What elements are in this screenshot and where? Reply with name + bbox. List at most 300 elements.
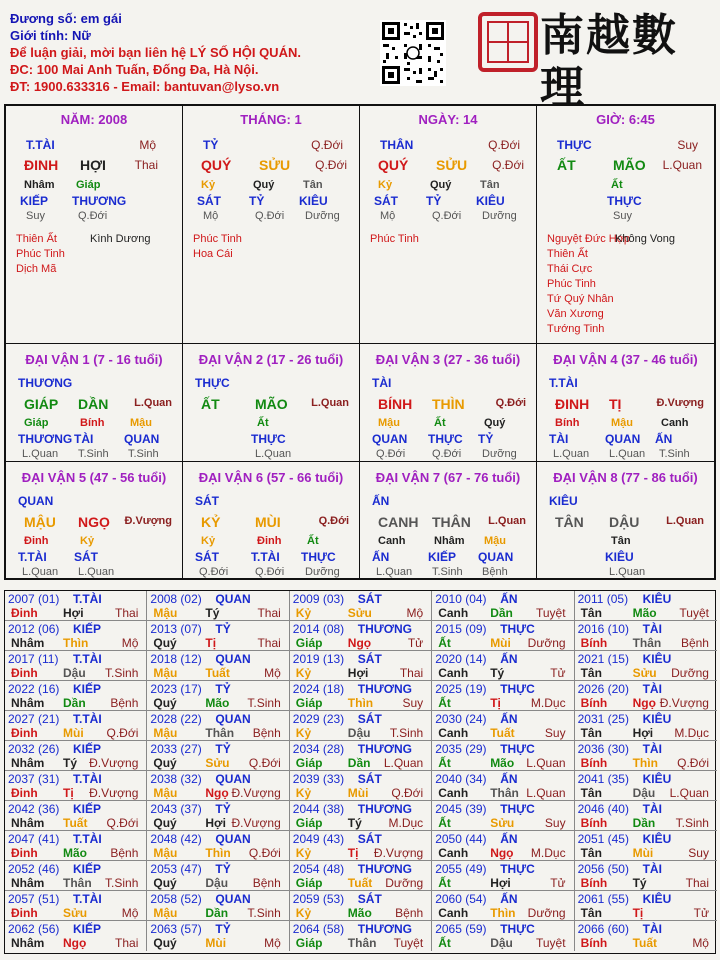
year-state: Bệnh bbox=[110, 846, 139, 860]
year-cell[interactable] bbox=[5, 741, 147, 771]
year-cell[interactable] bbox=[147, 921, 289, 951]
dai-van-title: ĐẠI VẬN 2 (17 - 26 tuổi) bbox=[198, 352, 344, 367]
year-can: Kỷ bbox=[295, 666, 312, 680]
year-chi: Thân bbox=[205, 726, 235, 740]
year-label: 2023 (17) bbox=[150, 682, 202, 696]
year-cell[interactable] bbox=[5, 891, 147, 921]
year-god: ẤN bbox=[500, 772, 518, 786]
dai-van-can: ĐINH bbox=[555, 396, 590, 412]
hidden-god: KIẾP bbox=[428, 550, 457, 564]
hidden-state: Q.Đới bbox=[78, 210, 108, 222]
hidden-state: L.Quan bbox=[22, 448, 59, 460]
year-can: Canh bbox=[438, 606, 469, 620]
year-chi: Tý bbox=[347, 816, 362, 830]
year-cell[interactable] bbox=[290, 831, 432, 861]
year-state: Suy bbox=[688, 846, 709, 860]
pillar-title: NGÀY: 14 bbox=[418, 112, 478, 127]
year-state: Suy bbox=[402, 696, 424, 710]
year-can: Đinh bbox=[11, 786, 38, 800]
year-chi: Ngọ bbox=[490, 846, 514, 860]
year-cell[interactable] bbox=[432, 891, 574, 921]
year-state: Mộ bbox=[406, 606, 424, 620]
pillar-can: QUÝ bbox=[378, 157, 409, 173]
year-can: Ất bbox=[438, 696, 451, 710]
year-can: Nhâm bbox=[11, 756, 45, 770]
hidden-god: KIÊU bbox=[605, 550, 634, 564]
year-cell[interactable] bbox=[432, 831, 574, 861]
hidden-state: Q.Đới bbox=[432, 448, 462, 460]
dai-van-state: Q.Đới bbox=[495, 397, 526, 409]
year-cell[interactable] bbox=[290, 591, 432, 621]
year-cell[interactable] bbox=[432, 861, 574, 891]
hidden-god: SÁT bbox=[74, 550, 98, 564]
year-can: Quý bbox=[153, 816, 177, 830]
hidden-god: TỶ bbox=[478, 432, 494, 446]
star-item: Nguyệt Đức Hợp bbox=[547, 233, 631, 245]
hidden-state: Bệnh bbox=[482, 566, 508, 578]
hidden-god: KIẾP bbox=[20, 194, 49, 208]
year-cell[interactable] bbox=[290, 621, 432, 651]
qr-code-icon[interactable] bbox=[380, 20, 446, 86]
hidden-stem: Ất bbox=[434, 417, 446, 429]
year-god: QUAN bbox=[215, 772, 251, 786]
year-cell[interactable] bbox=[290, 801, 432, 831]
year-cell[interactable] bbox=[147, 771, 289, 801]
year-cell[interactable] bbox=[575, 891, 717, 921]
year-chi: Tý bbox=[205, 606, 220, 620]
year-chi: Thìn bbox=[490, 906, 516, 920]
dai-van-title: ĐẠI VẬN 1 (7 - 16 tuổi) bbox=[25, 352, 163, 367]
hidden-stem: Ất bbox=[307, 535, 319, 547]
year-cell[interactable] bbox=[5, 921, 147, 951]
hidden-state: T.Sinh bbox=[659, 448, 690, 460]
dai-van-god: T.TÀI bbox=[549, 376, 578, 390]
year-god: SÁT bbox=[357, 832, 382, 846]
year-god: THỰC bbox=[500, 922, 535, 936]
year-label: 2008 (02) bbox=[150, 592, 202, 606]
year-label: 2042 (36) bbox=[8, 802, 60, 816]
year-label: 2050 (44) bbox=[435, 832, 487, 846]
hidden-state: L.Quan bbox=[609, 448, 646, 460]
hidden-god: THỰC bbox=[428, 432, 463, 446]
year-chi: Mão bbox=[63, 846, 87, 860]
year-label: 2044 (38) bbox=[292, 802, 345, 816]
hidden-stem: Đinh bbox=[24, 535, 49, 547]
year-chi: Hợi bbox=[205, 816, 226, 830]
year-chi: Tuất bbox=[205, 666, 230, 680]
dai-van-chi: THÌN bbox=[432, 396, 465, 412]
year-god: ẤN bbox=[500, 652, 518, 666]
year-label: 2062 (56) bbox=[8, 922, 60, 936]
year-chi: Mùi bbox=[632, 846, 654, 860]
year-chi: Sửu bbox=[63, 906, 88, 920]
year-state: Q.Đới bbox=[106, 726, 139, 740]
year-cell[interactable] bbox=[147, 651, 289, 681]
year-god: THƯƠNG bbox=[357, 742, 412, 756]
dai-van-box bbox=[537, 462, 714, 580]
hidden-god: T.TÀI bbox=[251, 550, 280, 564]
dai-van-state: Đ.Vượng bbox=[656, 397, 704, 409]
year-state: Thai bbox=[399, 666, 424, 680]
hidden-god: TỶ bbox=[249, 194, 265, 208]
year-cell[interactable] bbox=[432, 801, 574, 831]
year-chi: Hợi bbox=[347, 666, 369, 680]
year-state: L.Quan bbox=[383, 756, 424, 770]
year-cell[interactable] bbox=[5, 651, 147, 681]
year-state: Tử bbox=[693, 906, 709, 920]
year-cell[interactable] bbox=[5, 591, 147, 621]
year-state: Thai bbox=[115, 936, 139, 950]
year-can: Bính bbox=[580, 756, 608, 770]
year-cell[interactable] bbox=[432, 621, 574, 651]
year-label: 2030 (24) bbox=[435, 712, 487, 726]
hidden-stem: Canh bbox=[661, 417, 689, 429]
dai-van-title: ĐẠI VẬN 8 (77 - 86 tuổi) bbox=[553, 470, 698, 485]
year-cell[interactable] bbox=[5, 861, 147, 891]
year-cell[interactable] bbox=[575, 651, 717, 681]
hidden-state: Q.Đới bbox=[376, 448, 406, 460]
year-label: 2053 (47) bbox=[150, 862, 202, 876]
dai-van-state: L.Quan bbox=[311, 397, 349, 409]
year-cell[interactable] bbox=[290, 771, 432, 801]
hidden-stem: Mậu bbox=[611, 417, 633, 429]
star-item: Phúc Tinh bbox=[370, 233, 419, 245]
owner-line: Đương số: em gái bbox=[10, 11, 122, 26]
dai-van-chi: NGỌ bbox=[78, 514, 110, 530]
hidden-state: L.Quan bbox=[553, 448, 590, 460]
year-state: T.Sinh bbox=[247, 696, 281, 710]
year-can: Ất bbox=[438, 816, 451, 830]
brand-logo: 南越數理 bbox=[540, 10, 678, 113]
year-chi: Ngọ bbox=[632, 696, 656, 710]
year-can: Giáp bbox=[295, 936, 323, 950]
year-chi: Thân bbox=[63, 876, 92, 890]
year-label: 2051 (45) bbox=[577, 832, 629, 846]
year-god: KIÊU bbox=[642, 652, 672, 666]
year-label: 2056 (50) bbox=[577, 862, 629, 876]
dai-van-chi: THÂN bbox=[432, 514, 471, 530]
star-item: Dịch Mã bbox=[16, 263, 57, 275]
year-chi: Mão bbox=[347, 906, 372, 920]
year-god: TỶ bbox=[215, 622, 231, 636]
year-state: M.Dục bbox=[530, 846, 566, 860]
year-cell[interactable] bbox=[575, 591, 717, 621]
year-can: Kỷ bbox=[295, 606, 312, 620]
year-label: 2029 (23) bbox=[292, 712, 345, 726]
year-cell[interactable] bbox=[5, 831, 147, 861]
year-can: Đinh bbox=[11, 846, 38, 860]
hidden-state: Q.Đới bbox=[255, 566, 285, 578]
year-label: 2009 (03) bbox=[292, 592, 345, 606]
pillar-box bbox=[183, 106, 360, 344]
year-can: Tân bbox=[580, 786, 602, 800]
year-god: SÁT bbox=[357, 892, 382, 906]
year-god: TỶ bbox=[215, 802, 231, 816]
year-label: 2039 (33) bbox=[292, 772, 345, 786]
year-cell[interactable] bbox=[147, 891, 289, 921]
year-can: Mậu bbox=[153, 846, 178, 860]
year-can: Đinh bbox=[11, 666, 38, 680]
pillar-top-god: THÂN bbox=[380, 138, 414, 152]
year-can: Kỷ bbox=[295, 906, 312, 920]
year-god: KIÊU bbox=[642, 892, 672, 906]
year-cell[interactable] bbox=[5, 801, 147, 831]
star-item: Thiên Ất bbox=[547, 248, 588, 260]
star-item: Hoa Cái bbox=[193, 248, 233, 260]
hidden-state: T.Sinh bbox=[128, 448, 159, 460]
year-can: Quý bbox=[153, 756, 177, 770]
year-label: 2010 (04) bbox=[435, 592, 487, 606]
pillar-can: ẤT bbox=[557, 157, 576, 173]
year-chi: Thìn bbox=[205, 846, 231, 860]
year-label: 2064 (58) bbox=[292, 922, 345, 936]
pillar-top-state: Q.Đới bbox=[311, 138, 343, 152]
year-can: Đinh bbox=[11, 726, 38, 740]
year-god: SÁT bbox=[357, 592, 382, 606]
year-label: 2031 (25) bbox=[577, 712, 629, 726]
year-can: Tân bbox=[580, 846, 602, 860]
year-god: THƯƠNG bbox=[357, 802, 412, 816]
star-item: Tướng Tinh bbox=[547, 323, 605, 335]
year-state: Thai bbox=[115, 606, 139, 620]
year-state: Thai bbox=[257, 606, 281, 620]
star-item: Thiên Ất bbox=[16, 233, 57, 245]
hidden-god: QUAN bbox=[478, 550, 514, 564]
pillar-chi: SỬU bbox=[259, 157, 291, 173]
year-cell[interactable] bbox=[432, 591, 574, 621]
year-cell[interactable] bbox=[432, 771, 574, 801]
pillar-top-state: Q.Đới bbox=[488, 138, 520, 152]
year-god: THỰC bbox=[500, 742, 535, 756]
year-cell[interactable] bbox=[575, 711, 717, 741]
year-label: 2045 (39) bbox=[435, 802, 487, 816]
year-god: THỰC bbox=[500, 622, 535, 636]
hidden-stem: Canh bbox=[378, 535, 406, 547]
year-cell[interactable] bbox=[290, 711, 432, 741]
year-chi: Thân bbox=[347, 936, 377, 950]
year-label: 2066 (60) bbox=[577, 922, 629, 936]
year-can: Tân bbox=[580, 606, 602, 620]
year-state: Bệnh bbox=[680, 636, 709, 650]
hidden-state: Q.Đới bbox=[432, 210, 462, 222]
year-god: KIẾP bbox=[73, 802, 102, 816]
year-can: Tân bbox=[580, 666, 602, 680]
year-cell[interactable] bbox=[147, 711, 289, 741]
year-state: Bệnh bbox=[110, 696, 139, 710]
year-cell[interactable] bbox=[5, 711, 147, 741]
year-label: 2022 (16) bbox=[8, 682, 60, 696]
year-label: 2013 (07) bbox=[150, 622, 202, 636]
year-god: T.TÀI bbox=[73, 652, 102, 666]
year-cell[interactable] bbox=[147, 801, 289, 831]
year-can: Bính bbox=[580, 936, 608, 950]
hidden-state: L.Quan bbox=[78, 566, 115, 578]
year-cell[interactable] bbox=[5, 681, 147, 711]
year-can: Giáp bbox=[295, 636, 323, 650]
year-can: Nhâm bbox=[11, 636, 45, 650]
year-cell[interactable] bbox=[575, 621, 717, 651]
year-god: QUAN bbox=[215, 892, 251, 906]
year-chi: Tị bbox=[205, 636, 217, 650]
year-cell[interactable] bbox=[5, 771, 147, 801]
hidden-state: L.Quan bbox=[22, 566, 59, 578]
year-label: 2018 (12) bbox=[150, 652, 202, 666]
dai-van-can: TÂN bbox=[555, 514, 584, 530]
pillar-box bbox=[537, 106, 714, 344]
year-cell[interactable] bbox=[290, 681, 432, 711]
year-chi: Sửu bbox=[347, 606, 372, 620]
dai-van-chi: DẬU bbox=[609, 514, 640, 530]
year-chi: Mùi bbox=[205, 936, 227, 950]
year-label: 2033 (27) bbox=[150, 742, 202, 756]
year-chi: Hợi bbox=[490, 876, 511, 890]
hidden-god: KIÊU bbox=[299, 194, 328, 208]
pillar-title: THÁNG: 1 bbox=[240, 112, 302, 127]
year-cell[interactable] bbox=[147, 831, 289, 861]
year-chi: Tị bbox=[347, 846, 359, 860]
year-can: Nhâm bbox=[11, 876, 45, 890]
year-cell[interactable] bbox=[575, 861, 717, 891]
year-cell[interactable] bbox=[575, 801, 717, 831]
hidden-god: SÁT bbox=[374, 194, 398, 208]
hidden-god: TỶ bbox=[426, 194, 442, 208]
dai-van-chi: DẦN bbox=[78, 396, 109, 412]
year-label: 2049 (43) bbox=[292, 832, 345, 846]
year-chi: Thân bbox=[490, 786, 519, 800]
year-cell[interactable] bbox=[575, 831, 717, 861]
year-chi: Tý bbox=[632, 876, 647, 890]
year-cell[interactable] bbox=[432, 921, 574, 951]
dai-van-can: MẬU bbox=[24, 514, 56, 530]
year-god: SÁT bbox=[357, 712, 382, 726]
year-god: THƯƠNG bbox=[357, 622, 412, 636]
year-cell[interactable] bbox=[575, 681, 717, 711]
year-label: 2019 (13) bbox=[292, 652, 345, 666]
year-can: Bính bbox=[580, 816, 608, 830]
year-cell[interactable] bbox=[147, 741, 289, 771]
dai-van-god: ẤN bbox=[372, 494, 390, 508]
year-cell[interactable] bbox=[147, 621, 289, 651]
year-label: 2061 (55) bbox=[577, 892, 629, 906]
year-chi: Dần bbox=[490, 606, 513, 620]
hidden-god: SÁT bbox=[197, 194, 221, 208]
year-chi: Mùi bbox=[347, 786, 369, 800]
year-god: THỰC bbox=[500, 682, 535, 696]
year-cell[interactable] bbox=[147, 681, 289, 711]
year-label: 2058 (52) bbox=[150, 892, 202, 906]
year-god: KIÊU bbox=[642, 832, 672, 846]
year-label: 2048 (42) bbox=[150, 832, 202, 846]
year-cell[interactable] bbox=[432, 681, 574, 711]
year-god: TỶ bbox=[215, 862, 231, 876]
year-state: L.Quan bbox=[669, 786, 709, 800]
year-can: Ất bbox=[438, 756, 451, 770]
year-cell[interactable] bbox=[575, 921, 717, 951]
year-can: Giáp bbox=[295, 756, 323, 770]
hidden-state: Dưỡng bbox=[482, 448, 517, 460]
hidden-state: L.Quan bbox=[255, 448, 292, 460]
year-cell[interactable] bbox=[5, 621, 147, 651]
year-cell[interactable] bbox=[147, 591, 289, 621]
year-can: Canh bbox=[438, 786, 469, 800]
year-state: Bệnh bbox=[252, 876, 281, 890]
year-cell[interactable] bbox=[575, 771, 717, 801]
year-state: L.Quan bbox=[526, 786, 566, 800]
year-chi: Dậu bbox=[205, 876, 229, 890]
gender-line: Giới tính: Nữ bbox=[10, 28, 91, 43]
hidden-god: ẤN bbox=[655, 432, 673, 446]
year-state: Suy bbox=[544, 726, 566, 740]
year-state: Mộ bbox=[264, 666, 281, 680]
year-can: Quý bbox=[153, 876, 177, 890]
hidden-state: Suy bbox=[26, 210, 45, 222]
hidden-state: Q.Đới bbox=[255, 210, 285, 222]
seal-icon bbox=[478, 12, 538, 72]
year-can: Quý bbox=[153, 636, 177, 650]
dai-van-title: ĐẠI VẬN 6 (57 - 66 tuổi) bbox=[198, 470, 344, 485]
dai-van-state: Q.Đới bbox=[318, 515, 349, 527]
year-cell[interactable] bbox=[432, 651, 574, 681]
hidden-god: TÀI bbox=[74, 432, 94, 446]
year-god: SÁT bbox=[357, 772, 382, 786]
year-cell[interactable] bbox=[290, 891, 432, 921]
year-can: Ất bbox=[438, 636, 451, 650]
year-cell[interactable] bbox=[290, 921, 432, 951]
header-info bbox=[10, 10, 301, 95]
hidden-stem: Quý bbox=[430, 179, 452, 191]
year-state: Q.Đới bbox=[248, 846, 281, 860]
year-cell[interactable] bbox=[290, 741, 432, 771]
year-state: Tuyệt bbox=[679, 606, 709, 620]
year-label: 2040 (34) bbox=[435, 772, 487, 786]
dai-van-chi: MÃO bbox=[255, 396, 288, 412]
year-chi: Tuất bbox=[347, 876, 373, 890]
year-god: TÀI bbox=[642, 742, 662, 756]
year-state: Tuyệt bbox=[393, 936, 424, 950]
year-cell[interactable] bbox=[147, 861, 289, 891]
year-label: 2063 (57) bbox=[150, 922, 202, 936]
year-cell[interactable] bbox=[290, 651, 432, 681]
year-label: 2007 (01) bbox=[8, 592, 60, 606]
year-state: Đ.Vượng bbox=[659, 696, 709, 710]
year-chi: Mão bbox=[632, 606, 657, 620]
dai-van-state: Đ.Vượng bbox=[124, 515, 172, 527]
year-state: Đ.Vượng bbox=[89, 786, 139, 800]
year-label: 2012 (06) bbox=[8, 622, 60, 636]
year-label: 2025 (19) bbox=[435, 682, 487, 696]
year-label: 2017 (11) bbox=[8, 652, 59, 666]
year-label: 2014 (08) bbox=[292, 622, 345, 636]
year-can: Canh bbox=[438, 726, 469, 740]
pillar-can: QUÝ bbox=[201, 157, 232, 173]
year-chi: Dậu bbox=[490, 936, 513, 950]
year-label: 2055 (49) bbox=[435, 862, 487, 876]
year-cell[interactable] bbox=[290, 861, 432, 891]
hidden-stem: Bính bbox=[80, 417, 105, 429]
year-cell[interactable] bbox=[432, 741, 574, 771]
hidden-stem: Mậu bbox=[484, 535, 506, 547]
year-god: T.TÀI bbox=[73, 592, 102, 606]
year-state: Đ.Vượng bbox=[89, 756, 139, 770]
year-god: QUAN bbox=[215, 832, 251, 846]
year-state: Mộ bbox=[692, 936, 709, 950]
year-state: Thai bbox=[685, 876, 709, 890]
year-god: THỰC bbox=[500, 802, 535, 816]
year-cell[interactable] bbox=[432, 711, 574, 741]
year-cell[interactable] bbox=[575, 741, 717, 771]
year-god: T.TÀI bbox=[73, 832, 102, 846]
dai-van-box bbox=[6, 344, 183, 462]
